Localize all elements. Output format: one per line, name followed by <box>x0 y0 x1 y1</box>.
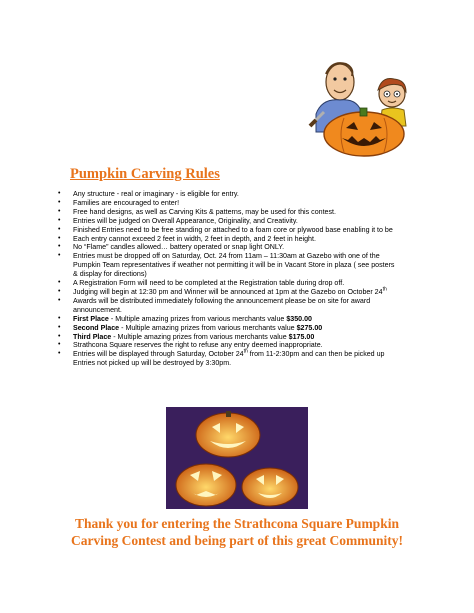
pumpkin-carving-clipart <box>302 52 420 157</box>
list-item: • Awards will be distributed immediately following the announcement please be on site for award announcement. <box>58 296 371 314</box>
list-item: • Finished Entries need to be free standing or attached to a foam core or plywood base enabling it to be <box>58 225 393 234</box>
list-item: • No “Flame” candles allowed… battery operated or snap light ONLY. <box>58 243 285 252</box>
bullet-icon: • <box>58 198 61 206</box>
bullet-icon: • <box>58 216 61 224</box>
list-item: • Third Place - Multiple amazing prizes from various merchants value $175.00 <box>58 332 315 341</box>
list-item: • Strathcona Square reserves the right to refuse any entry deemed inappropriate. <box>58 341 323 350</box>
bullet-icon: • <box>58 350 61 358</box>
bullet-icon: • <box>58 287 61 295</box>
list-item: • Entries will be displayed through Saturday, October 24th from 11-2:30pm and can then be picked up Entries not picked up will be destroyed by 3:30pm. <box>58 348 385 368</box>
list-item: • Families are encouraged to enter! <box>58 198 180 207</box>
list-item: • Any structure - real or imaginary - is eligible for entry. <box>58 190 239 198</box>
bullet-icon: • <box>58 225 61 233</box>
list-item: • Free hand designs, as well as Carving Kits & patterns, may be used for this contest. <box>58 207 336 216</box>
list-item: • A Registration Form will need to be completed at the Registration table during drop off. <box>58 279 345 288</box>
list-item: • Entries must be dropped off on Saturday, Oct. 24 from 11am – 11:30am at Gazebo with one of the Pumpkin Team representatives if weather not permitting it will be in Vacant Store in plaza ( see posters & display for directions) <box>58 252 395 279</box>
bullet-icon: • <box>58 296 61 304</box>
jack-o-lanterns-photo <box>166 407 308 509</box>
list-item: • First Place - Multiple amazing prizes from various merchants value $350.00 <box>58 314 312 323</box>
bullet-icon: • <box>58 341 61 349</box>
rules-list <box>55 190 400 368</box>
bullet-icon: • <box>58 279 61 287</box>
page-title: Pumpkin Carving Rules <box>70 166 220 182</box>
closing-message: Thank you for entering the Strathcona Square Pumpkin Carving Contest and being part of this great Community! <box>70 516 403 548</box>
bullet-icon: • <box>58 323 61 331</box>
bullet-icon: • <box>58 207 61 215</box>
bullet-icon: • <box>58 332 61 340</box>
list-item: • Judging will begin at 12:30 pm and Winner will be announced at 1pm at the Gazebo on October 24th <box>58 286 387 296</box>
bullet-icon: • <box>58 243 61 251</box>
bullet-icon: • <box>58 314 61 322</box>
bullet-icon: • <box>58 252 61 260</box>
bullet-icon: • <box>58 234 61 242</box>
list-item: • Second Place - Multiple amazing prizes from various merchants value $275.00 <box>58 323 323 332</box>
list-item: • Each entry cannot exceed 2 feet in width, 2 feet in depth, and 2 feet in height. <box>58 234 316 243</box>
list-item: • Entries will be judged on Overall Appearance, Originality, and Creativity. <box>58 216 298 225</box>
bullet-icon: • <box>58 190 61 197</box>
